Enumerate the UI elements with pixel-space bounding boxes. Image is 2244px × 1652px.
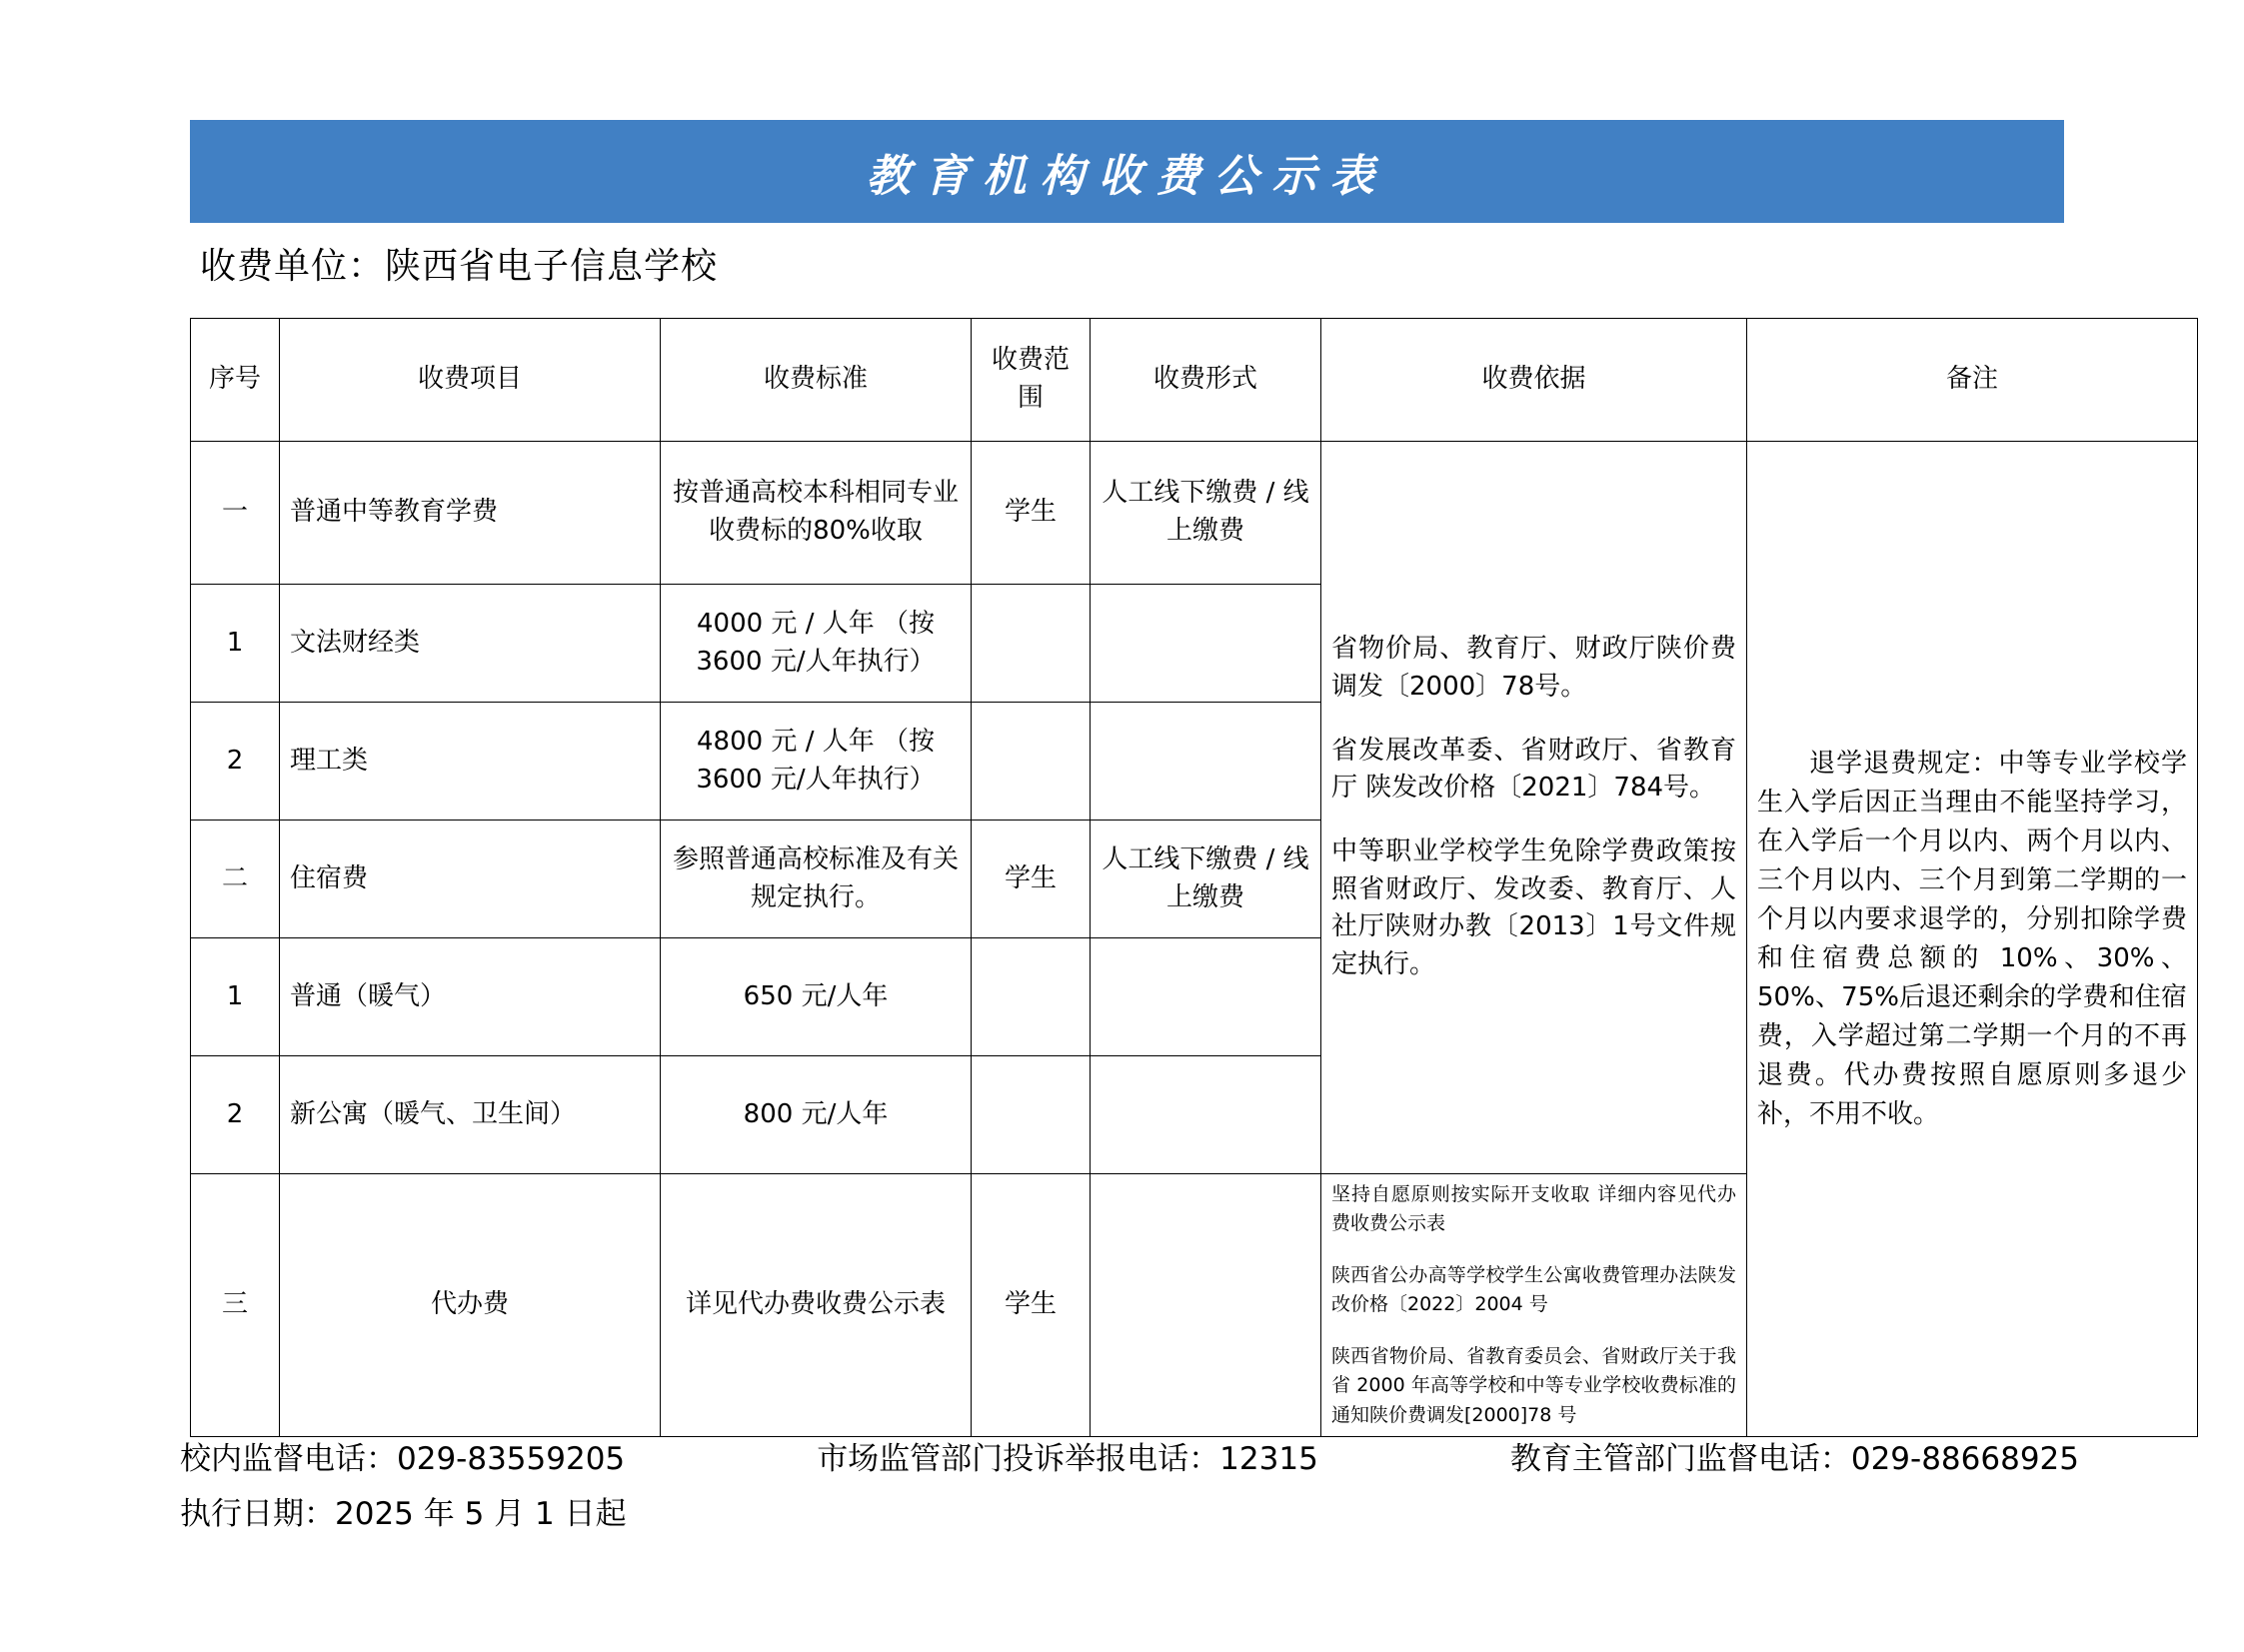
cell-basis-main bbox=[1321, 442, 1747, 1174]
cell-standard: 按普通高校本科相同专业收费标的80%收取 bbox=[661, 442, 972, 585]
footer-date-row bbox=[180, 1488, 2079, 1533]
cell-index: 一 bbox=[191, 442, 280, 585]
cell-scope: 学生 bbox=[972, 821, 1091, 938]
header-standard: 收费标准 bbox=[661, 319, 972, 442]
table-header bbox=[191, 319, 2198, 442]
footer-contacts-row bbox=[180, 1433, 2079, 1478]
table-body bbox=[191, 442, 2198, 1437]
cell-basis-agency bbox=[1321, 1174, 1747, 1437]
cell-standard: 800 元/人年 bbox=[661, 1056, 972, 1174]
cell-standard: 4800 元 / 人年 （按 3600 元/人年执行） bbox=[661, 703, 972, 821]
page-title: 教育机构收费公示表 bbox=[866, 150, 1388, 202]
note-paragraph: 退学退费规定：中等专业学校学生入学后因正当理由不能坚持学习，在入学后一个月以内、两个月以内、三个月以内、三个月到第二学期的一个月以内要求退学的，分别扣除学费和住宿费总额的 10%、30%、50%、75%后退还剩余的学费和住宿费，入学超过第二学期一个月的不再退费。代办费按照自愿原则多退少补，不用不收。 bbox=[1757, 748, 2187, 1129]
agency-basis-paragraph-3: 陕西省物价局、省教育委员会、省财政厅关于我省 2000 年高等学校和中等专业学校收费标准的通知陕价费调发[2000]78 号 bbox=[1331, 1344, 1736, 1426]
header-basis: 收费依据 bbox=[1321, 319, 1747, 442]
internal-supervision-phone: 校内监督电话：029-83559205 bbox=[180, 1441, 626, 1477]
cell-standard: 参照普通高校标准及有关规定执行。 bbox=[661, 821, 972, 938]
cell-standard: 4000 元 / 人年 （按 3600 元/人年执行） bbox=[661, 585, 972, 703]
cell-index: 2 bbox=[191, 1056, 280, 1174]
cell-item: 普通中等教育学费 bbox=[280, 442, 661, 585]
cell-index: 1 bbox=[191, 585, 280, 703]
cell-item: 新公寓（暖气、卫生间） bbox=[280, 1056, 661, 1174]
market-complaint-phone: 市场监管部门投诉举报电话：12315 bbox=[817, 1441, 1318, 1477]
charging-unit-label: 收费单位：陕西省电子信息学校 bbox=[200, 246, 719, 287]
cell-form bbox=[1091, 938, 1321, 1056]
cell-form: 人工线下缴费 / 线上缴费 bbox=[1091, 442, 1321, 585]
title-banner bbox=[190, 120, 2064, 223]
cell-index: 三 bbox=[191, 1174, 280, 1437]
effective-date: 执行日期：2025 年 5 月 1 日起 bbox=[180, 1496, 627, 1532]
cell-item: 文法财经类 bbox=[280, 585, 661, 703]
cell-index: 1 bbox=[191, 938, 280, 1056]
cell-scope: 学生 bbox=[972, 1174, 1091, 1437]
cell-form bbox=[1091, 1174, 1321, 1437]
fee-table bbox=[190, 318, 2198, 1437]
cell-scope bbox=[972, 938, 1091, 1056]
cell-form bbox=[1091, 585, 1321, 703]
table-row bbox=[191, 442, 2198, 585]
header-note: 备注 bbox=[1747, 319, 2198, 442]
cell-note-main bbox=[1747, 442, 2198, 1437]
cell-scope: 学生 bbox=[972, 442, 1091, 585]
header-index: 序号 bbox=[191, 319, 280, 442]
cell-item: 住宿费 bbox=[280, 821, 661, 938]
cell-index: 2 bbox=[191, 703, 280, 821]
footer bbox=[180, 1433, 2079, 1533]
header-form: 收费形式 bbox=[1091, 319, 1321, 442]
cell-form bbox=[1091, 703, 1321, 821]
agency-basis-paragraph-2: 陕西省公办高等学校学生公寓收费管理办法陕发改价格〔2022〕2004 号 bbox=[1331, 1263, 1736, 1316]
basis-paragraph-1: 省物价局、教育厅、财政厅陕价费调发〔2000〕78号。 bbox=[1331, 634, 1736, 702]
cell-index: 二 bbox=[191, 821, 280, 938]
cell-standard: 详见代办费收费公示表 bbox=[661, 1174, 972, 1437]
header-scope: 收费范围 bbox=[972, 319, 1091, 442]
header-item: 收费项目 bbox=[280, 319, 661, 442]
cell-item: 普通（暖气） bbox=[280, 938, 661, 1056]
cell-scope bbox=[972, 703, 1091, 821]
cell-item: 代办费 bbox=[280, 1174, 661, 1437]
education-supervision-phone: 教育主管部门监督电话：029-88668925 bbox=[1509, 1441, 2079, 1477]
cell-scope bbox=[972, 585, 1091, 703]
basis-paragraph-3: 中等职业学校学生免除学费政策按照省财政厅、发改委、教育厅、人社厅陕财办教〔2013〕1号文件规定执行。 bbox=[1331, 836, 1736, 980]
table-header-row bbox=[191, 319, 2198, 442]
agency-basis-paragraph-1: 坚持自愿原则按实际开支收取 详细内容见代办费收费公示表 bbox=[1331, 1183, 1736, 1235]
cell-form bbox=[1091, 1056, 1321, 1174]
basis-paragraph-2: 省发展改革委、省财政厅、省教育厅 陕发改价格〔2021〕784号。 bbox=[1331, 735, 1736, 804]
cell-item: 理工类 bbox=[280, 703, 661, 821]
cell-form: 人工线下缴费 / 线上缴费 bbox=[1091, 821, 1321, 938]
cell-standard: 650 元/人年 bbox=[661, 938, 972, 1056]
cell-scope bbox=[972, 1056, 1091, 1174]
